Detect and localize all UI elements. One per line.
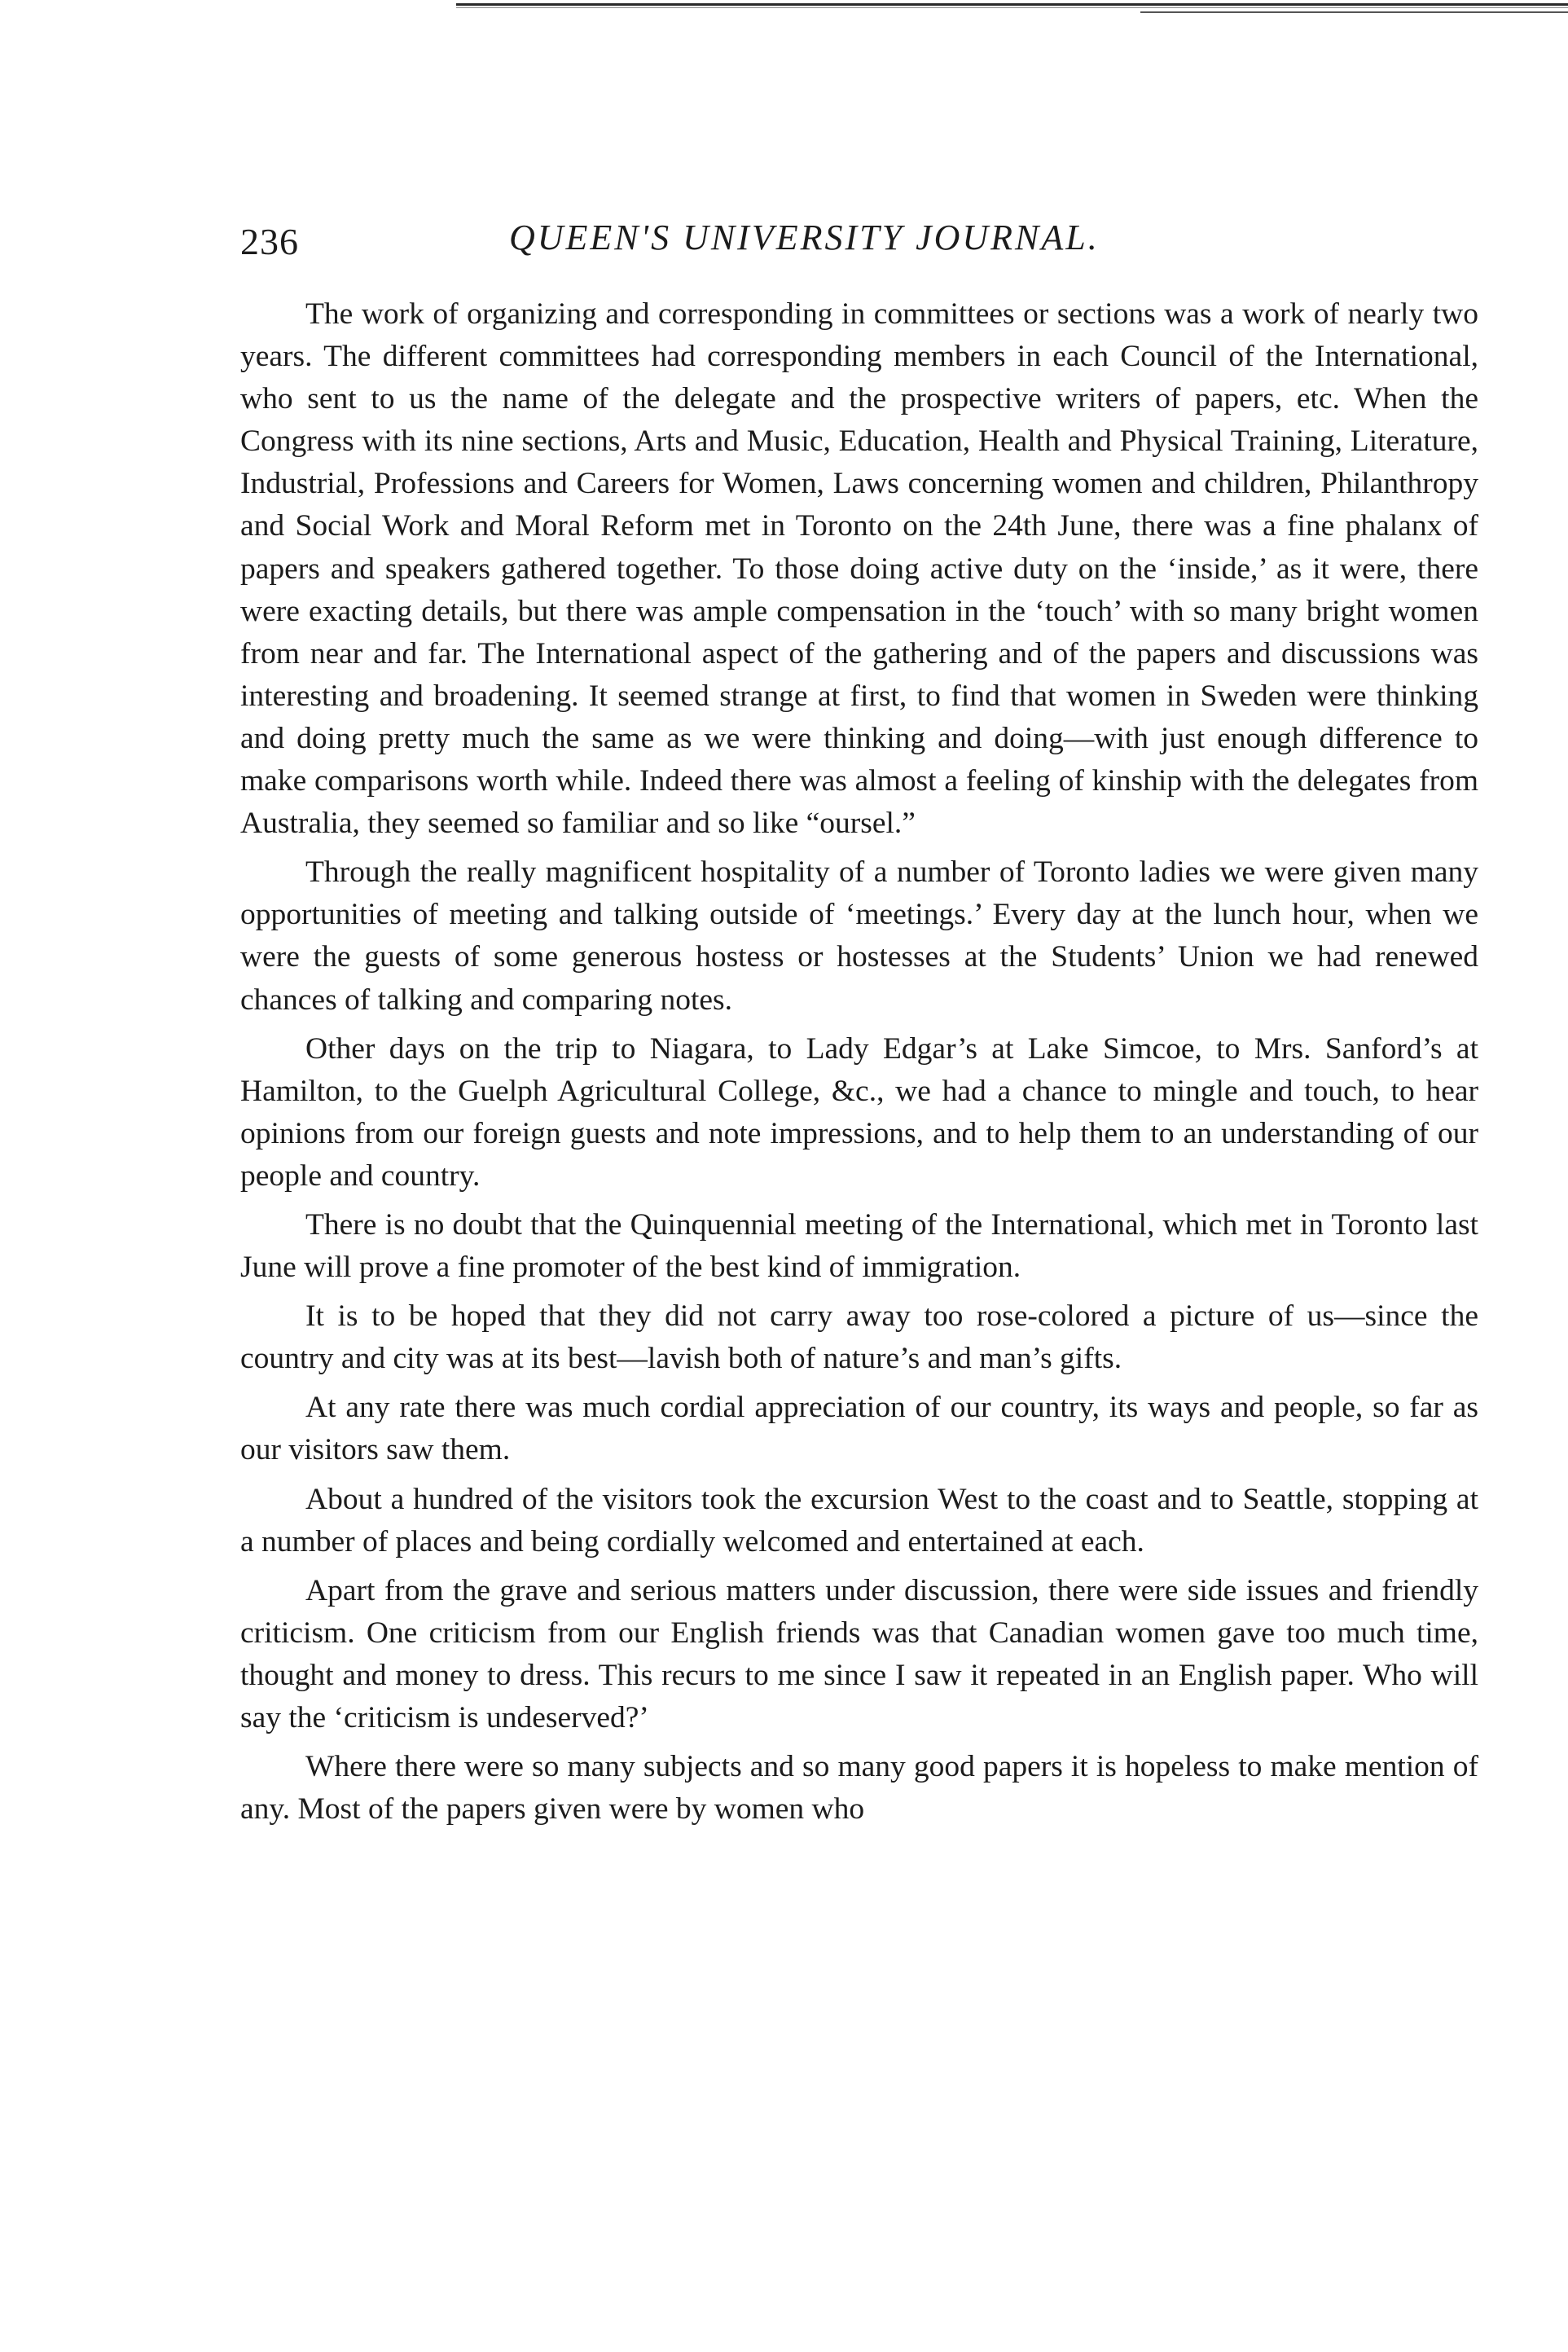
paragraph: There is no doubt that the Quinquennial meeting of the International, which met in Toronto last June will prove a fine promoter of the best kind of immigration. — [240, 1207, 1478, 1285]
page-header — [240, 213, 1487, 270]
running-title: QUEEN'S UNIVERSITY JOURNAL. — [509, 218, 1100, 257]
article-body — [240, 293, 1478, 1831]
paragraph: Where there were so many subjects and so many good papers it is hopeless to make mention of any. Most of the papers given were by women who — [240, 1750, 1478, 1827]
top-border-rule — [456, 3, 1568, 8]
top-border-rule-secondary — [1140, 11, 1568, 13]
paragraph: At any rate there was much cordial appreciation of our country, its ways and people, so far as our visitors saw them. — [240, 1391, 1478, 1467]
paragraph: It is to be hoped that they did not carry away too rose-colored a picture of us—since the country and city was at its best—lavish both of nature’s and man’s gifts. — [240, 1299, 1478, 1376]
paragraph: Apart from the grave and serious matters under discussion, there were side issues and friendly criticism. One criticism from our English friends was that Canadian women gave too much time, thought and money to dress. This recurs to me since I saw it repeated in an English paper. Who will say the ‘criticism is undeserved?’ — [240, 1573, 1478, 1734]
paragraph: Other days on the trip to Niagara, to Lady Edgar’s at Lake Simcoe, to Mrs. Sanford’s at Hamilton, to the Guelph Agricultural College, &c., we had a chance to mingle and touch, to hear opinions from our foreign guests and note impressions, and to help them to an understanding of our people and country. — [240, 1031, 1478, 1193]
paragraph: Through the really magnificent hospitality of a number of Toronto ladies we were given many opportunities of meeting and talking outside of ‘meetings.’ Every day at the lunch hour, when we were the guests of some generous hostess or hostesses at the Students’ Union we had renewed chances of talking and comparing notes. — [240, 855, 1478, 1017]
paragraph: About a hundred of the visitors took the excursion West to the coast and to Seattle, stopping at a number of places and being cordially welcomed and entertained at each. — [240, 1482, 1478, 1558]
page-number: 236 — [240, 221, 299, 262]
paragraph: The work of organizing and corresponding in committees or sections was a work of nearly two years. The different committees had corresponding members in each Council of the International, who sent to us the name of the delegate and the prospective writers of papers, etc. When the Congress with its nine sections, Arts and Music, Education, Health and Physical Training, Literature, Industrial, Professions and Careers for Women, Laws concerning women and children, Philanthropy and Social Work and Moral Reform met in Toronto on the 24th June, there was a fine phalanx of papers and speakers gathered together. To those doing active duty on the ‘inside,’ as it were, there were exacting details, but there was ample compensation in the ‘touch’ with so many bright women from near and far. The International aspect of the gathering and of the papers and discussions was interesting and broadening. It seemed strange at first, to find that women in Sweden were thinking and doing pretty much the same as we were thinking and doing—with just enough difference to make comparisons worth while. Indeed there was almost a feeling of kinship with the delegates from Australia, they seemed so familiar and so like “oursel.” — [240, 297, 1478, 841]
